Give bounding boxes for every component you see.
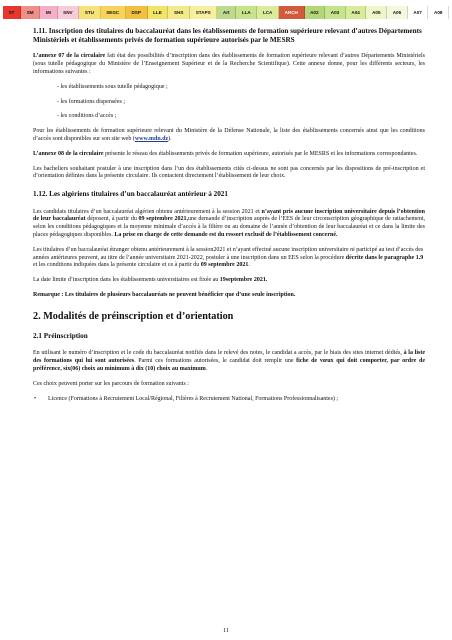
defense-paragraph: Pour les établissements de formation supérieure relevant du Ministère de la Défense Nationale, la liste des établissements concernés ainsi que les conditions d’accès sont disponibles sur son site web (www.mdn.dz).: [33, 128, 425, 143]
tab-a07[interactable]: A07: [408, 6, 429, 19]
parcours-list: [33, 396, 425, 404]
tab-lca[interactable]: LCA: [257, 6, 279, 19]
tab-stu[interactable]: STU: [79, 6, 100, 19]
tab-snv[interactable]: SNV: [58, 6, 80, 19]
tab-sm[interactable]: SM: [21, 6, 40, 19]
annexe-07-info-list: [33, 84, 425, 121]
tab-staps[interactable]: STAPS: [190, 6, 217, 19]
mdn-link[interactable]: www.mdn.dz: [134, 136, 169, 143]
tab-lla[interactable]: LLA: [236, 6, 257, 19]
tab-segc[interactable]: SEGC: [101, 6, 126, 19]
tab-a05[interactable]: A05: [366, 6, 387, 19]
preinscription-paragraph: En utilisant le numéro d’inscription et le code du baccalauréat notifiés dans le relevé des notes, le candidat a accès, par le biais des sites internet dédiés, à la liste des formations qui lui sont autorisées. Parmi ces formations autorisées, le candidat doit remplir une fiche de vœux qui doit comporter, par ordre de préférence, six(06) choix au minimum à dix (10) choix au maximum.: [33, 350, 425, 372]
tab-shs[interactable]: SHS: [168, 6, 190, 19]
document-page: [33, 27, 425, 403]
tab-a02[interactable]: A02: [305, 6, 326, 19]
annexe-08-paragraph: L’annexe 08 de la circulaire présente le réseau des établissements privés de formation supérieure, autorisés par le MESRS et les informations correspondantes.: [33, 150, 418, 157]
section-1-11-title: 1.11. Inscription des titulaires du baccalauréat dans les établissements de formation supérieure relevant d’autres Départements Ministériels et établissements privés de formation supérieure autorisés par le MESRS: [33, 27, 422, 45]
bac-etranger-paragraph: Les titulaires d’un baccalauréat étranger obtenu antérieurement à la session2021 et n’ayant effectué aucune inscription universitaire ni participé au test d’accès des années antérieures peuvent, au titre de l’année universitaire 2021-2022, postuler à une inscription dans un EES selon la procédure décrite dans le paragraphe 1.9 et les conditions indiquées dans la présente circulaire et ce à partir du 09 septembre 2021.: [33, 246, 424, 269]
bacheliers-paragraph: Les bacheliers souhaitant postuler à une inscription dans l’un des établissements cités ci-dessus ne sont pas concernés par les dispositions de pré-inscription et d’orientation définies dans la présente circulaire. Ils contactent directement l’établissement de leur choix.: [33, 165, 425, 180]
bac-anterieur-paragraph: Les candidats titulaires d’un baccalauréat algérien obtenu antérieurement à la session 2021 et n’ayant pris aucune inscription universitaire depuis l’obtention de leur baccalauréat déposent, à partir du 09 septembre 2021,une demande d’inscription auprès de l’EES de leur circonscription géographique de rattachement, selon les conditions pédagogiques et la moyenne minimale d’accès à la filière ou au domaine de l’année d’obtention de leur baccalauréat et ce dans la limite des places pédagogiques disponibles. La prise en charge de cette demande est du ressort exclusif de l’établissement concerné.: [33, 208, 425, 238]
list-item: - les conditions d’accès ;: [57, 113, 117, 120]
tab-art[interactable]: Art: [217, 6, 236, 19]
tab-lle[interactable]: LLE: [148, 6, 169, 19]
filiere-tab-bar: [3, 6, 449, 19]
list-item: • Licence (Formations à Recrutement Local/Régional, Filières à Recrutement National, Formations Professionnalisantes) ;: [33, 396, 425, 404]
list-item: - les établissements sous tutelle pédagogique ;: [57, 83, 168, 90]
list-item: - les formations dispensées ;: [57, 98, 125, 105]
section-1-12-title: 1.12. Les algériens titulaires d’un baccalauréat antérieur à 2021: [33, 190, 228, 199]
tab-dsp[interactable]: DSP: [126, 6, 148, 19]
annexe-08-label: L’annexe 08 de la circulaire: [33, 150, 104, 157]
remarque-paragraph: Remarque : Les titulaires de plusieurs baccalauréats ne peuvent bénéficier que d’une seule inscription.: [33, 291, 296, 298]
annexe-07-paragraph: L’annexe 07 de la circulaire fait état des possibilités d’inscription dans des établissements de formation supérieure relevant d’autres Départements Ministériels (sous tutelle pédagogique du Ministère de l’Enseignement Supérieur et de la Recherche Scientifique). Cette annexe donne, pour les différents secteurs, les informations suivantes :: [33, 53, 425, 76]
date-limite-paragraph: La date limite d’inscription dans les établissements universitaires est fixée au 19septembre 2021.: [33, 277, 268, 284]
tab-arch[interactable]: ARCH: [279, 6, 305, 19]
section-2-title: 2. Modalités de préinscription et d’orientation: [33, 310, 234, 322]
tab-a08[interactable]: A08: [428, 6, 449, 19]
page-number: 11: [223, 628, 229, 634]
annexe-07-label: L’annexe 07 de la circulaire: [33, 53, 106, 60]
choix-paragraph: Ces choix peuvent porter sur les parcours de formation suivants :: [33, 380, 189, 387]
section-2-1-title: 2.1 Préinscription: [33, 331, 88, 340]
tab-mi[interactable]: MI: [40, 6, 57, 19]
tab-a06[interactable]: A06: [387, 6, 408, 19]
tab-a03[interactable]: A03: [325, 6, 346, 19]
tab-a04[interactable]: A04: [346, 6, 367, 19]
tab-st[interactable]: ST: [3, 6, 21, 19]
